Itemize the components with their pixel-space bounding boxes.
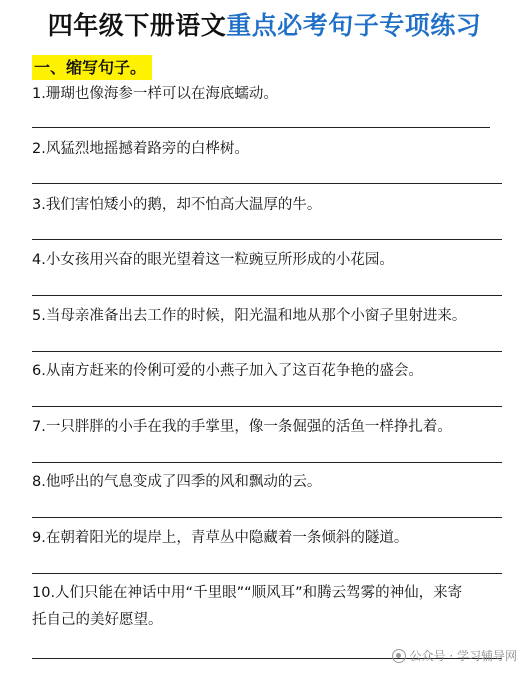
exercise-item-8: 8.他呼出的气息变成了四季的风和飘动的云。 <box>32 474 322 490</box>
exercise-item-7: 7.一只胖胖的小手在我的手掌里，像一条倔强的活鱼一样挣扎着。 <box>32 419 452 435</box>
exercise-item-2: 2.风猛烈地摇撼着路旁的白桦树。 <box>32 141 249 157</box>
exercise-item-5: 5.当母亲准备出去工作的时候，阳光温和地从那个小窗子里射进来。 <box>32 308 467 324</box>
exercise-item-4: 4.小女孩用兴奋的眼光望着这一粒豌豆所形成的小花园。 <box>32 252 394 268</box>
exercise-item-9: 9.在朝着阳光的堤岸上，青草丛中隐藏着一条倾斜的隧道。 <box>32 530 409 546</box>
answer-line-2 <box>32 183 502 184</box>
section-heading: 一、缩写句子。 <box>32 55 152 80</box>
answer-line-1 <box>32 127 490 128</box>
wechat-icon <box>392 649 406 663</box>
answer-line-8 <box>32 517 502 518</box>
exercise-item-10-cont: 托自己的美好愿望。 <box>32 612 163 628</box>
exercise-item-3: 3.我们害怕矮小的鹅，却不怕高大温厚的牛。 <box>32 197 322 213</box>
answer-line-3 <box>32 239 502 240</box>
title-part-grade: 四年级下册语文 <box>47 11 227 40</box>
answer-line-5 <box>32 351 502 352</box>
answer-line-6 <box>32 406 502 407</box>
watermark-text: 公众号 · 学习辅导网 <box>409 649 517 663</box>
answer-line-9 <box>32 573 502 574</box>
answer-line-7 <box>32 462 502 463</box>
page-title <box>0 6 529 42</box>
exercise-item-1: 1.珊瑚也像海参一样可以在海底蠕动。 <box>32 86 278 102</box>
watermark <box>392 647 517 664</box>
title-part-topic: 重点必考句子专项练习 <box>226 11 482 40</box>
exercise-item-6: 6.从南方赶来的伶俐可爱的小燕子加入了这百花争艳的盛会。 <box>32 363 423 379</box>
exercise-item-10: 10.人们只能在神话中用“千里眼”“顺风耳”和腾云驾雾的神仙，来寄 <box>32 585 463 601</box>
answer-line-4 <box>32 295 502 296</box>
